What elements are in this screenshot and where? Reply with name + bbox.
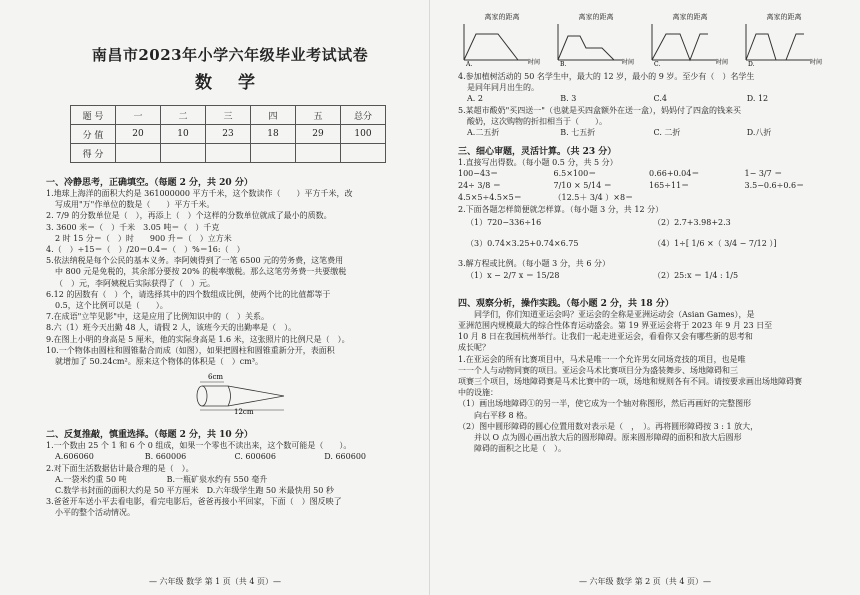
section-heading: 四、观察分析，操作实践。（每小题 2 分，共 18 分） [458, 298, 674, 309]
question-line: 7.在成语"立竿见影"中，这是应用了比例知识中的（ ）关系。 [46, 312, 269, 322]
question-line: 2.下面各题怎样简便就怎样算。（每小题 3 分，共 12 分） [458, 205, 664, 215]
options-line: A.一袋米约重 50 吨 B.一瓶矿泉水约有 550 毫升 [55, 474, 268, 484]
calc-item: 3.5−0.6÷0.6＝ [744, 181, 805, 191]
option-a[interactable]: A.二五折 [467, 128, 500, 138]
direct-row [458, 192, 840, 204]
question-line: （ ）元，李阿姨税后实际获得了（ ）元。 [55, 278, 215, 288]
option-c[interactable]: C. 二折 [653, 128, 681, 138]
page-2 [430, 0, 860, 595]
score-cell: 二 [161, 106, 206, 125]
graph-label: C. [654, 61, 661, 66]
section-heading: 一、冷静思考，正确填空。（每题 2 分，共 20 分） [46, 178, 253, 188]
score-cell: 五 [296, 106, 341, 125]
question-line: 1.一个数由 25 个 1 和 6 个 0 组成，如果一个零也不读出来，这个数可能是（ ）。 [46, 441, 352, 451]
section1-questions [46, 188, 414, 367]
page-footer: — 六年级 数学 第 1 页（共 4 页）— [149, 577, 281, 586]
graph-b-plot [552, 22, 640, 66]
score-cell: 三 [206, 106, 251, 125]
paragraph-line: 1.在亚运会的所有比赛项目中，马术是唯一一个允许男女同场竞技的项目，也是唯 [458, 354, 746, 364]
score-blank-cell[interactable] [341, 144, 386, 163]
question-line: 2 时 15 分＝（ ）时 900 升＝（ ）立方米 [55, 233, 232, 243]
score-value-row [71, 125, 386, 144]
page-footer: — 六年级 数学 第 2 页（共 4 页）— [579, 577, 711, 586]
calc-item: （1）720−336÷16 [466, 217, 542, 227]
question-line: 写成用"万"作单位的数是（ ）平方千米。 [55, 200, 215, 210]
exam-title: 南昌市2023年小学六年级毕业考试试卷 [91, 46, 369, 64]
section-heading: 三、细心审题，灵活计算。（共 23 分） [458, 147, 617, 158]
option-d[interactable]: D.八折 [746, 128, 772, 138]
option-c[interactable]: C.4 [653, 94, 667, 104]
option-b[interactable]: B. 660006 [144, 452, 187, 462]
paragraph-line: 中的设施： [458, 388, 498, 398]
calc-item: 0.66+0.04＝ [649, 169, 700, 179]
question-line: 5.某超市酸奶"买四送一"（也就是买四盒额外在送一盒），妈妈付了四盒的钱来买 [458, 105, 741, 115]
graph-caption: 离家的距离 [484, 13, 520, 21]
score-cell: 四 [251, 106, 296, 125]
simplify-row [458, 237, 840, 250]
question-line: 中 800 元是免税的，其余部分要按 20% 的税率缴税。那么这笔劳务费一共要缴税 [55, 267, 347, 277]
calc-item: 1− 3/7 ＝ [744, 169, 783, 179]
score-cell: 18 [251, 125, 296, 144]
score-blank-cell[interactable] [296, 144, 341, 163]
calc-item: （12.5＋ 3/4 ）×8＝ [553, 193, 634, 203]
calc-item: （3）0.74×3.25+0.74×6.75 [466, 238, 579, 248]
score-cell: 100 [341, 125, 386, 144]
option-c[interactable]: C. 600606 [234, 452, 276, 462]
calc-item: 4.5×5÷4.5×5＝ [458, 193, 522, 203]
score-cell: 得 分 [71, 144, 116, 163]
options-line: C.数学书封面的面积大约是 50 平方厘米 D.六年级学生跑 50 米最快用 50 秒 [55, 486, 334, 496]
score-header-row [71, 106, 386, 125]
graph-a-plot [458, 22, 546, 66]
graph-label: A. [466, 61, 473, 66]
score-blank-cell[interactable] [251, 144, 296, 163]
graph-a[interactable] [458, 12, 546, 68]
question-line: 3.解方程或比例。（每小题 3 分，共 6 分） [458, 258, 610, 268]
question-line: 2. 7/9 的分数单位是（ ），再添上（ ）个这样的分数单位就成了最小的质数。 [46, 211, 332, 221]
question-line: 5.依法纳税是每个公民的基本义务。李阿姨得到了一笔 6500 元的劳务费，这笔费用 [46, 256, 344, 266]
simplify-row [458, 216, 840, 229]
score-table [70, 105, 386, 163]
question-line: 8.六（1）班今天出勤 48 人，请假 2 人，该班今天的出勤率是（ ）。 [46, 323, 297, 333]
option-a[interactable]: A. 2 [467, 94, 483, 104]
paragraph-line: 并以 O 点为圆心画出放大后的圆形障碍。原来圆形障碍的面积和放大后圆形 [458, 433, 742, 443]
calc-item: （4）1÷[ 1/6 ×（ 3/4 − 7/12 ）] [653, 238, 777, 248]
option-a[interactable]: A.606060 [55, 452, 94, 462]
calc-item: 6.5×100＝ [553, 169, 597, 179]
question-line: 就增加了 50.24cm²。原来这个物体的体积是（ ）cm³。 [55, 357, 263, 367]
graph-c[interactable] [646, 12, 734, 68]
section-heading: 二、反复推敲，慎重选择。（每题 2 分，共 10 分） [46, 430, 253, 441]
calc-item: （2）25:x ＝ 1/4 : 1/5 [653, 270, 739, 280]
question-line: 6.12 的因数有（ ）个，请选择其中的四个数组成比例，使两个比的比值都等于 [46, 289, 331, 299]
cone-bottom-label: 12cm [234, 408, 254, 415]
paragraph-line: 障碍的面积之比是（ ）。 [458, 444, 566, 454]
question-line: 2.对下面生活数据估计最合理的是（ ）。 [46, 463, 194, 473]
option-b[interactable]: B. 七五折 [560, 128, 596, 138]
subject-title: 数 学 [195, 73, 265, 93]
score-blank-cell[interactable] [161, 144, 206, 163]
question-line: 1.地球上海洋的面积大约是 361000000 平方千米，这个数读作（ ）平方千米，改 [46, 189, 353, 198]
paragraph-line: 亚洲范围内规模最大的综合性体育运动盛会。第 19 界亚运会将于 2023 年 9 月 23 日至 [458, 321, 773, 331]
distance-graphs [458, 12, 840, 68]
score-cell: 一 [116, 106, 161, 125]
question-line: 3.爸爸开车送小平去看电影，看完电影后，爸爸再接小平回家，下面（ ）图反映了 [46, 497, 342, 507]
question-line: 小平的整个活动情况。 [55, 508, 135, 518]
section4-text [458, 309, 840, 455]
paragraph-line: （1）画出场地障碍①的另一半，使它成为一个轴对称图形，然后再画好的完整图形 [458, 399, 752, 409]
graph-label: B. [560, 61, 567, 66]
score-cell: 20 [116, 125, 161, 144]
question-line: 酸奶，这次购物的折扣相当于（ ）。 [467, 116, 607, 126]
graph-d-plot [740, 22, 828, 66]
graph-caption: 离家的距离 [578, 13, 614, 21]
score-blank-cell[interactable] [206, 144, 251, 163]
options-row [46, 451, 414, 462]
option-d[interactable]: D. 12 [746, 94, 769, 104]
paragraph-line: 一一个人与动物同赛的项目。亚运会马术比赛项目分为盛装舞步、场地障碍和三 [458, 365, 738, 375]
graph-caption: 离家的距离 [672, 13, 708, 21]
score-cell: 29 [296, 125, 341, 144]
score-cell: 23 [206, 125, 251, 144]
time-label: 时间 [622, 59, 635, 66]
paragraph-line: （2）图中圆形障碍的圆心位置用数对表示是（ ， ）。再将圆形障碍按 3 : 1 放大， [458, 421, 759, 431]
calc-item: 7/10 × 5/14 ＝ [553, 181, 612, 191]
score-cell: 分 值 [71, 125, 116, 144]
calc-item: 100−43＝ [458, 169, 499, 179]
paragraph-line: 向右平移 8 格。 [458, 410, 533, 420]
option-b[interactable]: B. 3 [560, 94, 577, 104]
question-line: 10.一个物体由圆柱和圆锥黏合而成（如图），如果把圆柱和圆锥重新分开，表面积 [46, 345, 335, 355]
option-d[interactable]: D. 660600 [324, 452, 367, 462]
equation-row [458, 269, 840, 282]
direct-row [458, 168, 840, 180]
score-cell: 总分 [341, 106, 386, 125]
time-label: 时间 [810, 59, 823, 66]
question-line: 1.直接写出得数。（每小题 0.5 分，共 5 分） [458, 158, 618, 168]
question-line: 4.参加植树活动的 50 名学生中，最大的 12 岁，最小的 9 岁。至少有（ ）名学生 [458, 72, 755, 81]
paragraph-line: 项赛三个项目，场地障碍赛是马术比赛中的一项，场地和规则各有不同。请按要求画出场地障碍赛 [458, 377, 802, 387]
score-blank-cell[interactable] [116, 144, 161, 163]
calc-item: 165÷11＝ [649, 181, 690, 191]
options-row [458, 127, 840, 138]
score-cell: 10 [161, 125, 206, 144]
time-label: 时间 [716, 59, 729, 66]
question-line: 是同年同月出生的。 [467, 83, 539, 93]
graph-c-plot [646, 22, 734, 66]
options-row [458, 93, 840, 104]
question-line: 4.（ ）÷15＝（ ）/20＝0.4＝（ ）%＝16:（ ） [46, 245, 245, 255]
calc-item: （1）x − 2/7 x ＝ 15/28 [466, 270, 560, 280]
paragraph-line: 同学们，你们知道亚运会吗？亚运会的全称是亚洲运动会（Asian Games），是 [458, 309, 755, 319]
calc-item: 24÷ 3/8 ＝ [458, 181, 501, 191]
graph-b[interactable] [552, 12, 640, 68]
graph-d[interactable] [740, 12, 828, 68]
question-line: 9.在图上小明的身高是 5 厘米，他的实际身高是 1.6 米，这张照片的比例尺是（ ）。 [46, 334, 350, 344]
score-got-row [71, 144, 386, 163]
cone-top-label: 6cm [208, 373, 224, 382]
paragraph-line: 成长呢？ [458, 343, 490, 353]
paragraph-line: 10 月 8 日在我国杭州举行。让我们一起走进亚运会，看看你又会有哪些新的思考和 [458, 332, 753, 342]
question-line: 0.5，这个比例可以是（ ）。 [55, 301, 168, 311]
graph-caption: 离家的距离 [766, 13, 802, 21]
calc-item: （2）2.7+3.98+2.3 [653, 217, 731, 227]
direct-row [458, 180, 840, 192]
graph-label: D. [748, 61, 755, 66]
question-line: 3. 3600 米＝（ ）千米 3.05 吨＝（ ）千克 [46, 222, 220, 232]
score-cell: 题 号 [71, 106, 116, 125]
cylinder-cone-figure [186, 370, 296, 414]
time-label: 时间 [528, 59, 541, 66]
